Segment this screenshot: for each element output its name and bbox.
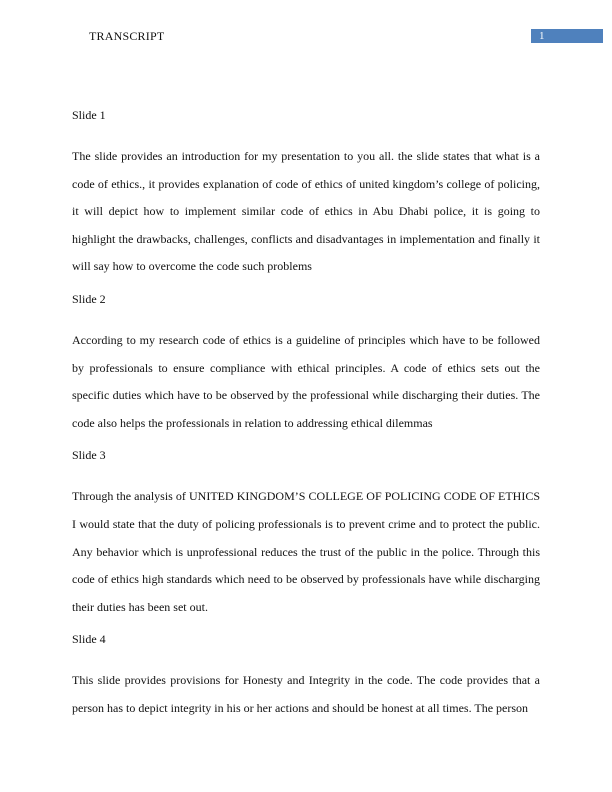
section-paragraph: According to my research code of ethics is a guideline of principles which have to be followed by professionals to ensure compliance with ethical principles. A code of ethics sets out the specific duties which have to be observed by the professional while discharging their duties. The code also helps the professionals in relation to addressing ethical dilemmas [72, 332, 540, 430]
section-paragraph: Through the analysis of UNITED KINGDOM’S COLLEGE OF POLICING CODE OF ETHICS I would state that the duty of policing professionals is to prevent crime and to protect the public. Any behavior which is unprofessional reduces the trust of the public in the police. Through this code of ethics high standards which need to be observed by professionals have while discharging their duties has been set out. [72, 489, 540, 614]
section-slide-1 [72, 106, 540, 290]
header-title: TRANSCRIPT [89, 29, 165, 43]
section-slide-3 [72, 446, 540, 630]
section-paragraph: The slide provides an introduction for my presentation to you all. the slide states that what is a code of ethics., it provides explanation of code of ethics of united kingdom’s college of policing, it will depict how to implement similar code of ethics in Abu Dhabi police, it is going to highlight the drawbacks, challenges, conflicts and disadvantages in implementation and finally it will say how to overcome the code such problems [72, 149, 540, 274]
section-paragraph: This slide provides provisions for Honesty and Integrity in the code. The code provides that a person has to depict integrity in his or her actions and should be honest at all times. The person [72, 673, 540, 715]
section-heading: Slide 4 [72, 632, 106, 647]
section-slide-2 [72, 290, 540, 446]
section-slide-4 [72, 630, 540, 722]
section-heading: Slide 1 [72, 108, 106, 122]
section-heading: Slide 2 [72, 291, 106, 306]
section-heading: Slide 3 [72, 448, 106, 463]
document-body [72, 106, 540, 723]
page-number-badge: 1 [531, 29, 603, 43]
